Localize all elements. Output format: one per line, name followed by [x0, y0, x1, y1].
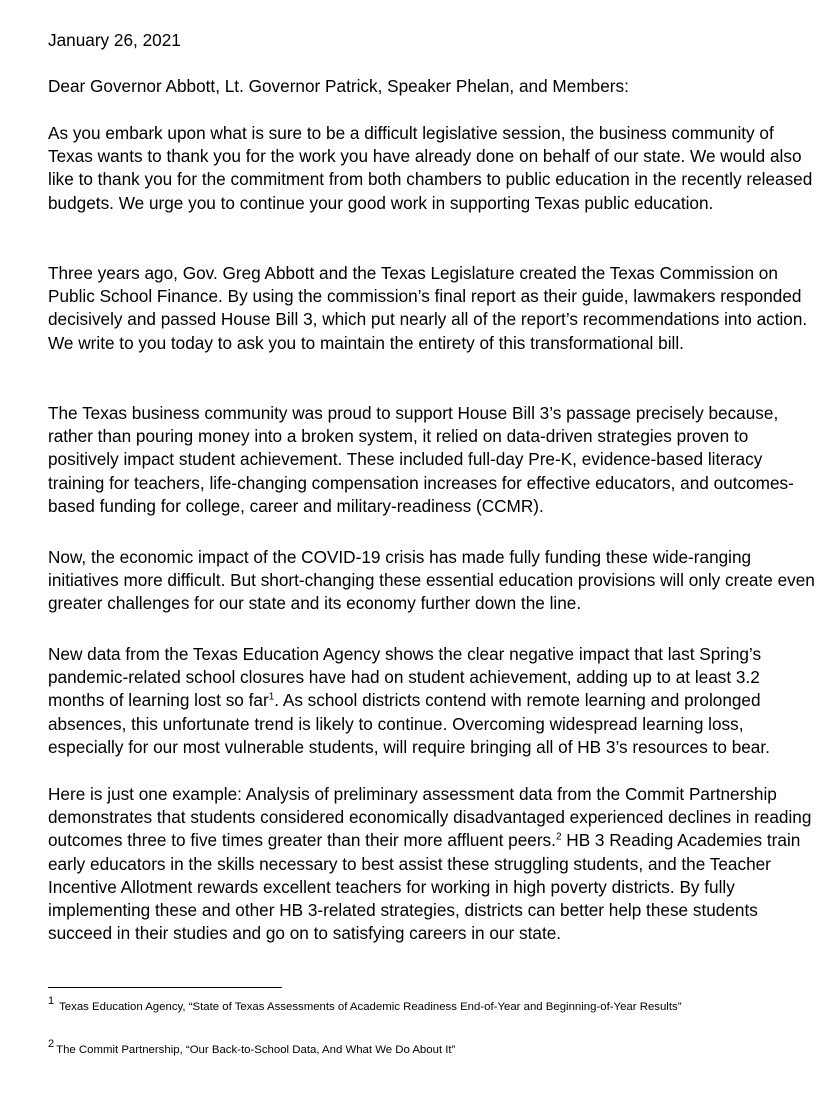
footnote-2 — [48, 1038, 818, 1057]
footnote-1-marker: 1 — [48, 995, 55, 1008]
footnote-1 — [48, 995, 818, 1014]
paragraph-commit-example-part1: Here is just one example: Analysis of preliminary assessment data from the Commit Partnership demonstrates that students considered economically disadvantaged experienced declines in reading outcomes three to five times greater than their more affluent peers. — [48, 784, 812, 851]
paragraph-thanks: As you embark upon what is sure to be a difficult legislative session, the business community of Texas wants to thank you for the work you have already done on behalf of our state. We would also like to thank you for the commitment from both chambers to public education in the recently released budgets. We urge you to continue your good work in supporting Texas public education. — [48, 123, 813, 213]
footnote-2-marker: 2 — [48, 1038, 55, 1051]
footnote-ref-2: 2 — [555, 831, 562, 843]
paragraph-tea-data-part2: . As school districts contend with remote learning and prolonged absences, this unfortunate trend is likely to continue. Overcoming widespread learning loss, especially for our most vulnerable students, will require bringing all of HB 3’s resources to bear. — [48, 690, 770, 757]
letter-date: January 26, 2021 — [48, 30, 181, 50]
paragraph-covid-impact: Now, the economic impact of the COVID-19 crisis has made fully funding these wide-ranging initiatives more difficult. But short-changing these essential education provisions will only create even greater challenges for our state and its economy further down the line. — [48, 547, 815, 614]
paragraph-commit-example — [48, 783, 818, 945]
footnote-2-text: , “Our Back-to-School Data, And What We Do About It” — [179, 1044, 456, 1056]
paragraph-business-support: The Texas business community was proud to support House Bill 3’s passage precisely because, rather than pouring money into a broken system, it relied on data-driven strategies proven to positively impact student achievement. These included full-day Pre-K, evidence-based literacy training for teachers, life-changing compensation increases for effective educators, and outcomes-based funding for college, career and military-readiness (CCMR). — [48, 403, 794, 516]
letter-greeting: Dear Governor Abbott, Lt. Governor Patrick, Speaker Phelan, and Members: — [48, 76, 629, 96]
footnote-1-text: Texas Education Agency, “State of Texas Assessments of Academic Readiness End-of-Year and Beginning-of-Year Results” — [59, 1001, 682, 1013]
footnote-2-org: The Commit Partnership — [56, 1044, 180, 1056]
footnote-divider — [48, 987, 282, 988]
paragraph-commission: Three years ago, Gov. Greg Abbott and the Texas Legislature created the Texas Commission on Public School Finance. By using the commission’s final report as their guide, lawmakers responded decisively and passed House Bill 3, which put nearly all of the report’s recommendations into action. We write to you today to ask you to maintain the entirety of this transformational bill. — [48, 263, 808, 353]
paragraph-tea-data — [48, 643, 818, 759]
footnote-ref-1: 1 — [268, 691, 275, 703]
paragraph-commit-example-part2: HB 3 Reading Academies train early educators in the skills necessary to best assist these struggling students, and the Teacher Incentive Allotment rewards excellent teachers for working in high poverty districts. By fully implementing these and other HB 3-related strategies, districts can better help these students succeed in their studies and go on to satisfying careers in our state. — [48, 830, 801, 944]
paragraph-tea-data-part1: New data from the Texas Education Agency shows the clear negative impact that last Spring’s pandemic-related school closures have had on student achievement, adding up to at least 3.2 months of learning lost so far — [48, 644, 762, 711]
